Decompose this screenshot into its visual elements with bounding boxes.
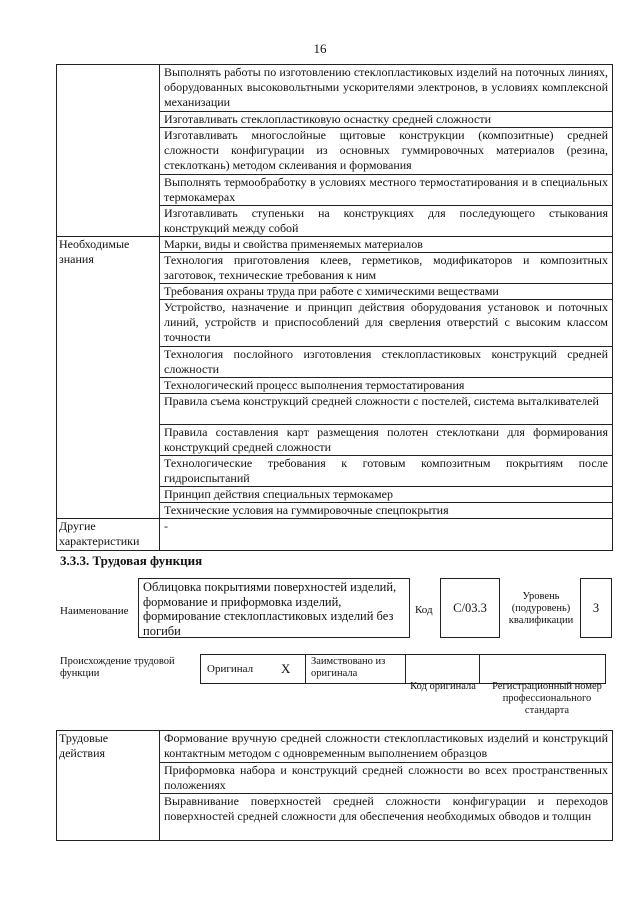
skill-row: Изготавливать стеклопластиковую оснастку средней сложности (160, 112, 613, 128)
actions-table (56, 730, 613, 841)
skill-row: Изготавливать ступеньки на конструкциях для последующего стыкования конструкций между собой (160, 206, 613, 237)
knowledge-row: Требования охраны труда при работе с химическими веществами (160, 284, 613, 300)
borrowed-label: Заимствовано из оригинала (311, 656, 386, 679)
function-name: Облицовка покрытиями поверхностей изделий, формование и приформовка изделий, формирование стеклопластиковых изделий без погиби (138, 578, 410, 638)
reg-number-label: Регистрационный номер профессионального стандарта (492, 681, 602, 716)
original-label: Оригинал (207, 663, 254, 675)
code-label: Код (415, 604, 433, 616)
other-label: Другие характеристики (57, 519, 160, 551)
name-label: Наименование (60, 605, 129, 617)
knowledge-label: Необходимые знания (57, 237, 160, 519)
action-row: Выравнивание поверхностей средней сложности конфигурации и переходов поверхностей средней сложности для обеспечения необходимых обводов и толщин (160, 794, 613, 841)
requirements-table (56, 64, 613, 551)
knowledge-row: Устройство, назначение и принцип действия оборудования установок и поточных линий, устройств и приспособлений для сверления отверстий с высоким классом точности (160, 300, 613, 347)
page-number: 16 (313, 41, 327, 56)
knowledge-row: Технологические требования к готовым композитным покрытиям после гидроиспытаний (160, 456, 613, 487)
actions-label: Трудовые действия (57, 731, 160, 841)
origin-divider (305, 655, 306, 683)
level-label: Уровень (подуровень) квалификации (508, 591, 574, 626)
knowledge-row: Технология приготовления клеев, герметиков, модификаторов и композитных заготовок, технические требования к ним (160, 253, 613, 284)
skills-label-cell (57, 65, 160, 237)
skill-row: Выполнять работы по изготовлению стеклопластиковых изделий на поточных линиях, оборудованных высоковольтными ускорителями электронов, в условиях комплексной механизации (160, 65, 613, 112)
knowledge-row: Марки, виды и свойства применяемых материалов (160, 237, 613, 253)
knowledge-row: Технологический процесс выполнения термостатирования (160, 378, 613, 394)
knowledge-row: Технология послойного изготовления стеклопластиковых конструкций средней сложности (160, 347, 613, 378)
original-mark: X (281, 661, 291, 676)
knowledge-row: Принцип действия специальных термокамер (160, 487, 613, 503)
knowledge-row: Правила съема конструкций средней сложности с постелей, система выталкивателей (160, 394, 613, 425)
level-value: 3 (580, 578, 612, 638)
code-original-label: Код оригинала (410, 681, 476, 692)
origin-divider (479, 655, 480, 683)
skill-row: Выполнять термообработку в условиях местного термостатирования и в специальных термокамерах (160, 175, 613, 206)
function-code: С/03.3 (440, 578, 500, 638)
other-value: - (160, 519, 613, 551)
action-row: Приформовка набора и конструкций средней сложности во всех пространственных положениях (160, 763, 613, 794)
origin-box (200, 654, 606, 684)
origin-label: Происхождение трудовой функции (60, 656, 175, 679)
skill-row: Изготавливать многослойные щитовые конструкции (композитные) средней сложности конфигурации из основных гуммировочных материалов (резина, стеклоткань) методом склеивания и формования (160, 128, 613, 175)
section-title: 3.3.3. Трудовая функция (60, 553, 203, 568)
knowledge-row: Правила составления карт размещения полотен стеклоткани для формирования конструкций средней сложности (160, 425, 613, 456)
origin-divider (405, 655, 406, 683)
knowledge-row: Технические условия на гуммировочные спецпокрытия (160, 503, 613, 519)
action-row: Формование вручную средней сложности стеклопластиковых изделий и конструкций контактным методом с одновременным выполнением образцов (160, 731, 613, 763)
